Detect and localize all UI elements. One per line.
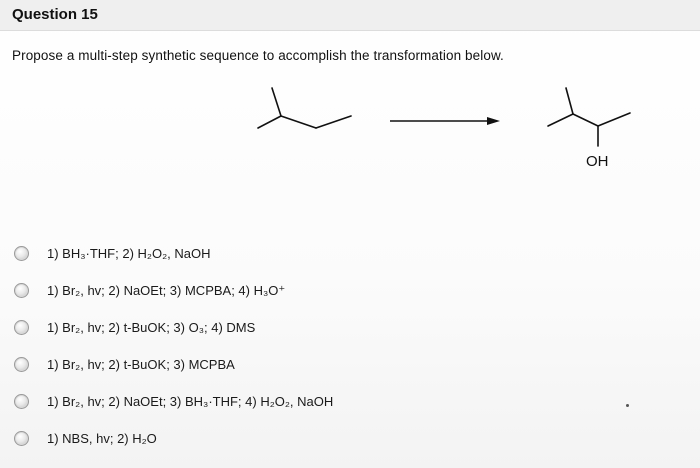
- answer-option[interactable]: [12, 346, 652, 383]
- radio-button[interactable]: [14, 431, 29, 446]
- product-bond: [598, 113, 630, 126]
- answer-option[interactable]: [12, 383, 652, 420]
- answer-option[interactable]: [12, 235, 652, 272]
- hydroxyl-label: OH: [586, 153, 609, 170]
- product-bond: [548, 114, 573, 126]
- radio-button[interactable]: [14, 283, 29, 298]
- answer-option-label[interactable]: 1) Br₂, hv; 2) NaOEt; 3) MCPBA; 4) H₃O⁺: [47, 282, 286, 298]
- stray-mark: [626, 404, 629, 407]
- question-prompt: Propose a multi-step synthetic sequence to accomplish the transformation below.: [12, 48, 504, 63]
- product-bond: [566, 88, 573, 114]
- radio-button[interactable]: [14, 357, 29, 372]
- radio-button[interactable]: [14, 246, 29, 261]
- reactant-bond: [316, 116, 351, 128]
- reaction-scheme: [0, 80, 700, 190]
- radio-button[interactable]: [14, 394, 29, 409]
- question-header: [0, 0, 700, 31]
- answer-option[interactable]: [12, 272, 652, 309]
- answer-options: [12, 235, 652, 457]
- reaction-arrow: [390, 117, 500, 125]
- reactant-bond: [281, 116, 316, 128]
- answer-option-label[interactable]: 1) Br₂, hv; 2) t-BuOK; 3) MCPBA: [47, 357, 235, 372]
- answer-option-label[interactable]: 1) NBS, hv; 2) H₂O: [47, 431, 157, 446]
- product-bond: [573, 114, 598, 126]
- reactant-bond: [272, 88, 281, 116]
- answer-option-label[interactable]: 1) Br₂, hv; 2) t-BuOK; 3) O₃; 4) DMS: [47, 320, 256, 335]
- answer-option-label[interactable]: 1) Br₂, hv; 2) NaOEt; 3) BH₃·THF; 4) H₂O₂, NaOH: [47, 394, 334, 409]
- radio-button[interactable]: [14, 320, 29, 335]
- answer-option[interactable]: [12, 420, 652, 457]
- answer-option-label[interactable]: 1) BH₃·THF; 2) H₂O₂, NaOH: [47, 246, 211, 261]
- question-title: Question 15: [12, 6, 98, 23]
- answer-option[interactable]: [12, 309, 652, 346]
- product-structure: [548, 88, 630, 146]
- reactant-bond: [258, 116, 281, 128]
- reactant-structure: [258, 88, 351, 128]
